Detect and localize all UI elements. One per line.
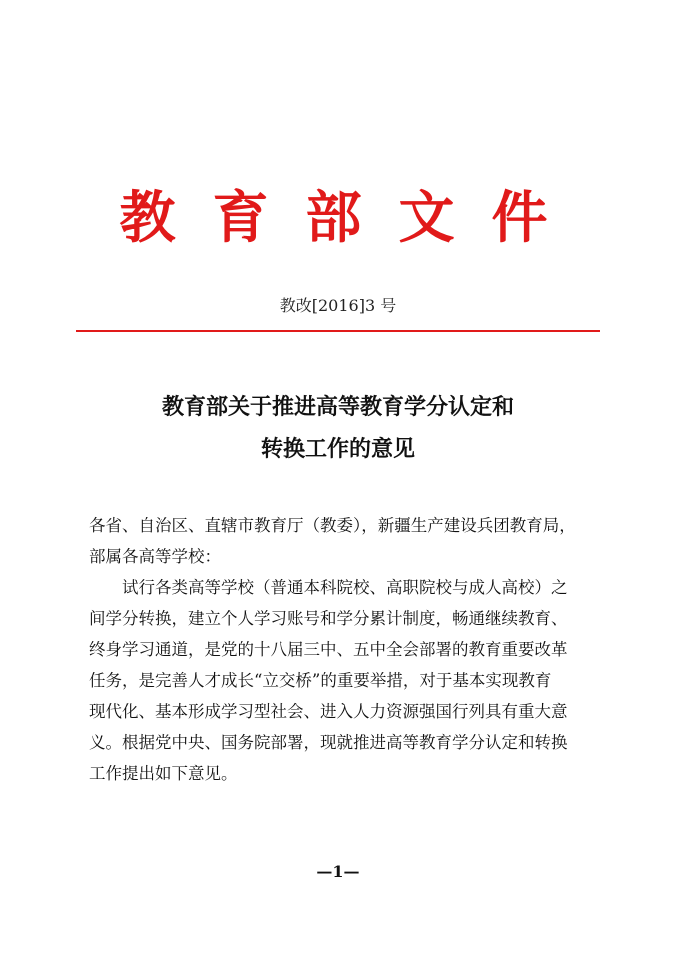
paragraph-line: 现代化、基本形成学习型社会、进入人力资源强国行列具有重大意: [89, 702, 568, 721]
document-title-line-1: 教育部关于推进高等教育学分认定和: [161, 395, 514, 420]
body-paragraph: [89, 572, 594, 789]
addressee-line: 各省、自治区、直辖市教育厅（教委），新疆生产建设兵团教育局，: [89, 516, 576, 535]
document-title-line-2: 转换工作的意见: [260, 437, 415, 462]
document-number: 教改[2016]3 号: [279, 296, 397, 315]
document-masthead: 教育部文件: [119, 185, 585, 251]
page-number: —1—: [316, 862, 360, 881]
paragraph-line: 义。根据党中央、国务院部署，现就推进高等教育学分认定和转换: [89, 733, 568, 752]
paragraph-line: 工作提出如下意见。: [89, 764, 238, 783]
red-divider-line: [76, 330, 600, 332]
paragraph-line: 间学分转换，建立个人学习账号和学分累计制度，畅通继续教育、: [89, 609, 568, 628]
addressee-block: [89, 510, 594, 572]
paragraph-line: 终身学习通道，是党的十八届三中、五中全会部署的教育重要改革: [89, 640, 568, 659]
addressee-line: 部属各高等学校：: [89, 547, 221, 566]
paragraph-line: 任务，是完善人才成长“立交桥”的重要举措，对于基本实现教育: [89, 671, 552, 690]
paragraph-line: 试行各类高等学校（普通本科院校、高职院校与成人高校）之: [122, 578, 568, 597]
